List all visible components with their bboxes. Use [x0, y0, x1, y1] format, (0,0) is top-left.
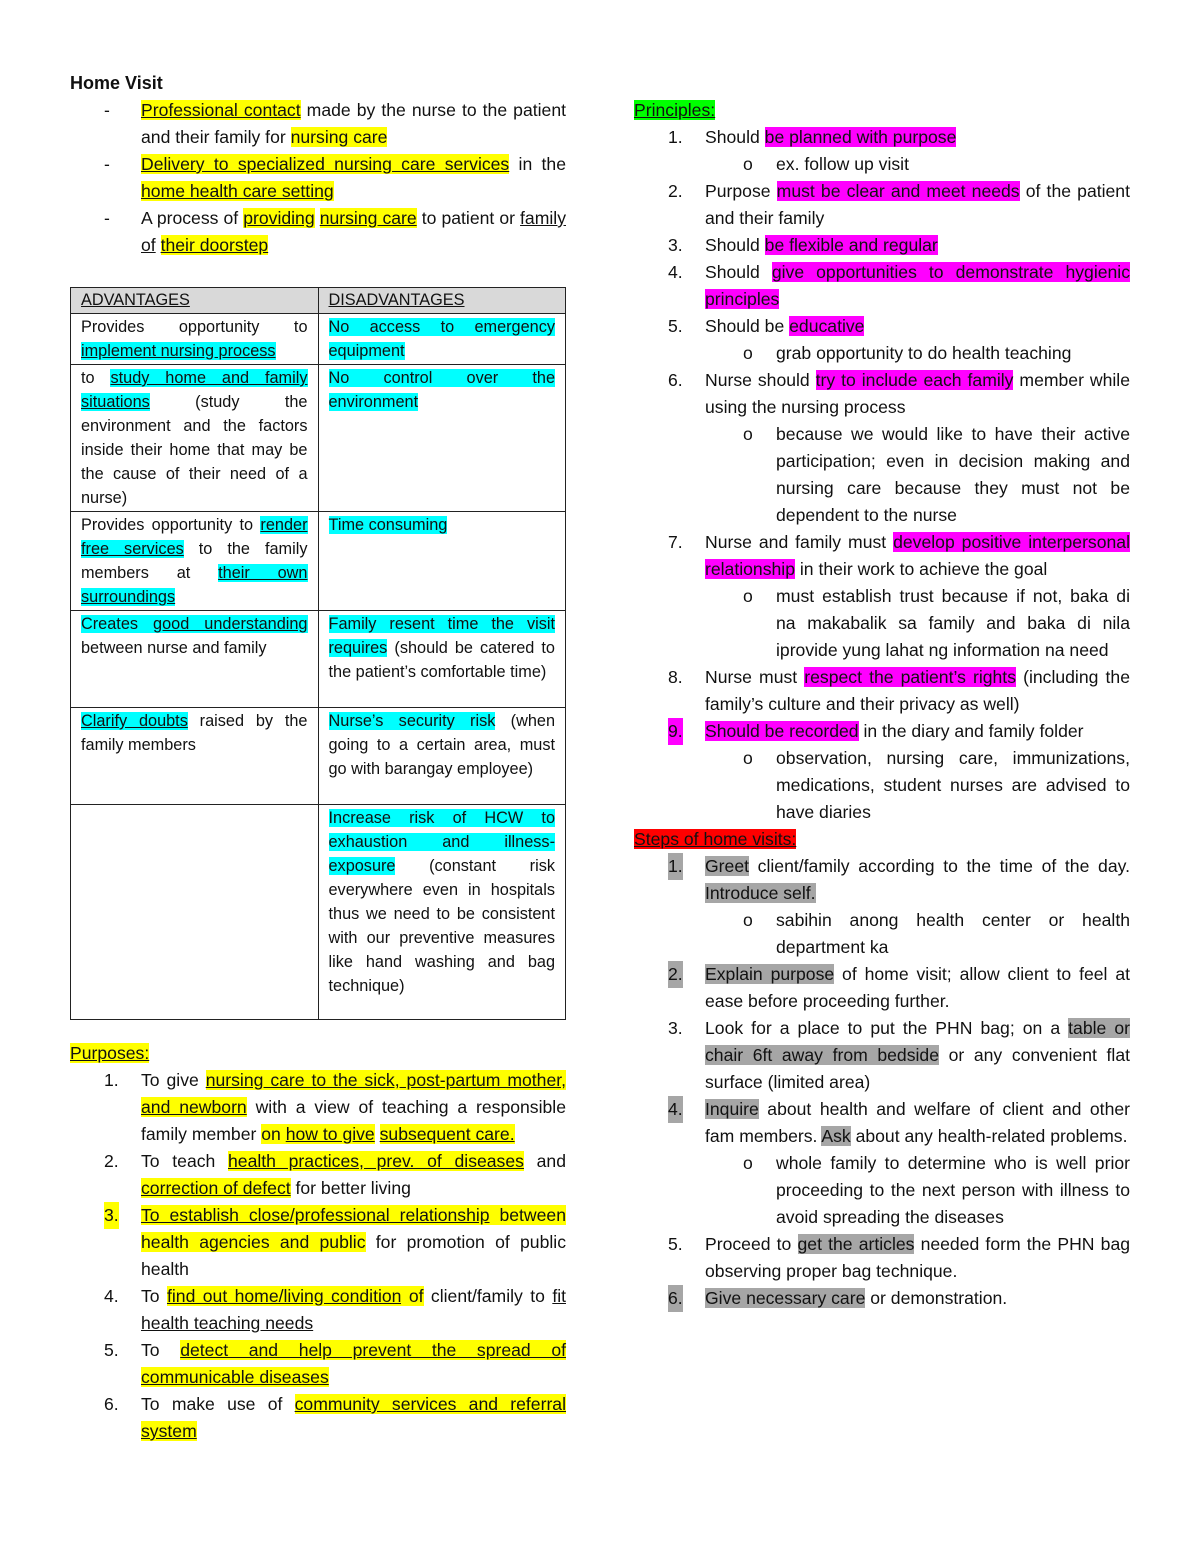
purpose-highlight: of [401, 1286, 424, 1306]
principle-text: Should [705, 235, 765, 255]
principle-highlight: must be clear and meet needs [776, 181, 1020, 201]
step-highlight: Explain purpose [705, 964, 835, 984]
step-highlight: Give necessary care [705, 1288, 866, 1308]
step-number: 3. [668, 1018, 683, 1038]
principle-item [634, 664, 1130, 718]
principle-text: member while using the nursing process [705, 370, 1130, 417]
step-highlight: Ask [821, 1126, 851, 1146]
disadvantage-text: (when going to a certain area, must go with barangay employee) [328, 712, 555, 778]
definition-text: A process of [141, 208, 244, 228]
definition-text [156, 235, 161, 255]
principles-heading-label: Principles: [634, 100, 716, 120]
disadvantage-cell [318, 708, 566, 805]
advantage-highlight: their own surroundings [81, 564, 308, 606]
advantage-cell [71, 805, 319, 1020]
step-sub-text: sabihin anong health center or health department ka [776, 910, 1130, 957]
advantage-highlight: Creates [81, 615, 154, 633]
principle-text: Should [705, 127, 765, 147]
table-row [71, 365, 566, 512]
step-item [634, 1285, 1130, 1312]
disadvantages-header-label: DISADVANTAGES [328, 291, 465, 309]
principle-number: 2. [668, 181, 683, 201]
step-subitem [634, 1150, 1130, 1231]
advantage-text: (study the environment and the factors inside their home that may be the cause of their need of a nurse) [81, 393, 308, 507]
definition-highlight: nursing care [290, 127, 388, 147]
purpose-highlight: on [261, 1124, 286, 1144]
step-highlight: Greet [705, 856, 750, 876]
steps-heading-label: Steps of home visits: [634, 829, 797, 849]
principle-text: Nurse should [705, 370, 816, 390]
step-highlight: table or chair 6ft away from bedside [705, 1018, 1130, 1065]
purposes-heading-label: Purposes: [70, 1043, 150, 1063]
steps-heading [634, 826, 1130, 853]
advantage-text: Provides opportunity to [81, 516, 261, 534]
disadvantage-highlight: Family resent time the visit requires [328, 615, 555, 657]
purpose-text: for better living [290, 1178, 411, 1198]
circle-bullet: o [743, 586, 753, 606]
principle-text: Should be [705, 316, 790, 336]
definition-highlight: nursing care [319, 208, 417, 228]
principle-number: 8. [668, 667, 683, 687]
principle-sub-text: must establish trust because if not, baka di na makabalik sa family and baka di nila iprovide yung lahat ng information na need [776, 586, 1130, 660]
purpose-text: To make use of [141, 1394, 295, 1414]
step-subitem [634, 907, 1130, 961]
step-text: Look for a place to put the PHN bag; on a [705, 1018, 1069, 1038]
purpose-item [70, 1202, 566, 1283]
definition-highlight: their doorstep [160, 235, 269, 255]
principle-sub-text: ex. follow up visit [776, 154, 909, 174]
principle-subitem [634, 421, 1130, 529]
purpose-item [70, 1283, 566, 1337]
step-text: or demonstration. [865, 1288, 1008, 1308]
purpose-highlight: nursing care to the sick, post-partum mother, and newborn [141, 1070, 566, 1117]
purpose-highlight: correction of defect [141, 1178, 291, 1198]
advantage-highlight: implement nursing process [81, 342, 276, 360]
principle-text: Nurse must [705, 667, 805, 687]
principle-subitem [634, 340, 1130, 367]
step-number: 5. [668, 1234, 683, 1254]
principle-highlight: be planned with purpose [764, 127, 957, 147]
principle-highlight: respect the patient’s rights [804, 667, 1016, 687]
purpose-number: 5. [104, 1340, 119, 1360]
principle-highlight: educative [789, 316, 865, 336]
circle-bullet: o [743, 910, 753, 930]
table-row [71, 708, 566, 805]
purpose-text: To [141, 1340, 181, 1360]
purpose-number: 6. [104, 1394, 119, 1414]
purpose-highlight: between health agencies and public [141, 1205, 566, 1252]
definition-highlight: providing [243, 208, 315, 228]
principle-highlight: give opportunities to demonstrate hygienic principles [705, 262, 1131, 309]
disadvantage-text: (should be catered to the patient’s comfortable time) [328, 639, 555, 681]
disadvantage-highlight: Increase risk of HCW to exhaustion and illness-exposure [328, 809, 555, 875]
advantage-highlight: render free services [81, 516, 308, 558]
principle-text: Nurse and family must [705, 532, 894, 552]
table-row [71, 512, 566, 611]
disadvantage-cell [318, 314, 566, 365]
advantages-header [71, 288, 319, 314]
step-sub-text: whole family to determine who is well prior proceeding to the next person with illness to avoid spreading the diseases [776, 1153, 1130, 1227]
step-text: about health and welfare of client and other fam members. [705, 1099, 1130, 1146]
purpose-text: for promotion of public health [141, 1232, 566, 1279]
principle-item [634, 529, 1130, 583]
principle-number: 6. [668, 370, 683, 390]
purpose-text: with a view of teaching a responsible family member [141, 1097, 566, 1144]
purpose-highlight: community services and referral system [141, 1394, 566, 1441]
principle-number: 4. [668, 262, 683, 282]
principle-number: 7. [668, 532, 683, 552]
principle-subitem [634, 745, 1130, 826]
step-number: 4. [668, 1096, 683, 1123]
disadvantage-cell [318, 365, 566, 512]
advantage-text: Provides opportunity to [81, 318, 308, 336]
disadvantage-highlight: Nurse’s security risk [328, 712, 496, 730]
definition-text: to patient or [416, 208, 521, 228]
definition-text [315, 208, 320, 228]
circle-bullet: o [743, 1153, 753, 1173]
principle-item [634, 232, 1130, 259]
step-highlight: Inquire [705, 1099, 759, 1119]
purpose-item [70, 1067, 566, 1148]
advantages-table [70, 287, 566, 1020]
steps-list [634, 853, 1130, 1312]
purpose-text: client/family to [423, 1286, 553, 1306]
principle-item [634, 313, 1130, 340]
step-number: 2. [668, 961, 683, 988]
disadvantage-highlight: Time consuming [328, 516, 448, 534]
purpose-text: To give [141, 1070, 206, 1090]
advantage-highlight: Clarify doubts [81, 712, 188, 730]
circle-bullet: o [743, 748, 753, 768]
purpose-text: To [141, 1286, 167, 1306]
page-title: Home Visit [70, 73, 163, 93]
principle-subitem [634, 151, 1130, 178]
step-highlight: Introduce self. [705, 883, 816, 903]
step-text: or any convenient flat surface (limited area) [705, 1045, 1130, 1092]
principle-sub-text: because we would like to have their active participation; even in decision making and nursing care because they must not be dependent to the nurse [776, 424, 1130, 525]
principle-text: of the patient and their family [705, 181, 1130, 228]
principle-highlight: develop positive interpersonal relationship [705, 532, 1130, 579]
principle-number: 5. [668, 316, 683, 336]
purpose-highlight: detect and help prevent the spread of communicable diseases [141, 1340, 566, 1387]
purpose-highlight: subsequent care. [379, 1124, 515, 1144]
principle-number: 3. [668, 235, 683, 255]
principle-highlight: be flexible and regular [764, 235, 938, 255]
disadvantage-cell [318, 512, 566, 611]
step-item [634, 1015, 1130, 1096]
disadvantages-header [318, 288, 566, 314]
principles-heading [634, 97, 1130, 124]
principle-text: in their work to achieve the goal [794, 559, 1048, 579]
purpose-number: 4. [104, 1286, 119, 1306]
purpose-text: and [523, 1151, 566, 1171]
purpose-highlight: how to give [285, 1124, 375, 1144]
right-column [634, 97, 1130, 1312]
purpose-text [375, 1124, 380, 1144]
advantage-cell [71, 314, 319, 365]
table-header-row [71, 288, 566, 314]
table-row [71, 611, 566, 708]
advantage-cell [71, 365, 319, 512]
purpose-item [70, 1337, 566, 1391]
step-number: 6. [668, 1285, 683, 1312]
principle-text: in the diary and family folder [858, 721, 1084, 741]
purpose-number: 3. [104, 1202, 119, 1229]
disadvantage-highlight: No control over the environment [328, 369, 555, 411]
principle-sub-text: grab opportunity to do health teaching [776, 343, 1072, 363]
step-highlight: get the articles [797, 1234, 915, 1254]
advantage-cell [71, 512, 319, 611]
left-column [70, 70, 567, 1441]
principle-highlight: try to include each family [815, 370, 1014, 390]
advantage-text: between nurse and family [81, 639, 267, 657]
definition-item [70, 151, 566, 205]
principle-subitem [634, 583, 1130, 664]
step-text: client/family according to the time of the day. [749, 856, 1130, 876]
table-row [71, 805, 566, 1020]
advantage-highlight: good understanding [153, 615, 308, 633]
principle-highlight: Should be recorded [705, 721, 859, 741]
step-text: needed form the PHN bag observing proper bag technique. [705, 1234, 1131, 1281]
advantages-header-label: ADVANTAGES [81, 291, 190, 309]
dash-bullet: - [104, 154, 110, 174]
step-item [634, 1096, 1130, 1150]
purpose-highlight: health practices, prev. of diseases [228, 1151, 524, 1171]
principle-text: Should [705, 262, 772, 282]
purpose-item [70, 1148, 566, 1202]
step-text: of home visit; allow client to feel at ease before proceeding further. [705, 964, 1130, 1011]
purposes-section [70, 1040, 566, 1445]
principle-item [634, 178, 1130, 232]
purpose-highlight: To establish close/professional relationship [141, 1205, 490, 1225]
purpose-item [70, 1391, 566, 1445]
principle-item [634, 367, 1130, 421]
circle-bullet: o [743, 343, 753, 363]
advantage-text: raised by the family members [81, 712, 308, 754]
advantage-text: to the family members at [81, 540, 308, 582]
definition-highlight: home health care setting [141, 181, 334, 201]
definition-text: in the [509, 154, 566, 174]
definition-item [70, 97, 566, 151]
advantage-highlight: study home and family situations [81, 369, 308, 411]
step-item [634, 961, 1130, 1015]
principle-item [634, 259, 1130, 313]
step-text: Proceed to [705, 1234, 798, 1254]
definition-list [70, 97, 566, 259]
advantage-cell [71, 611, 319, 708]
purpose-text: To teach [141, 1151, 229, 1171]
principle-item [634, 124, 1130, 151]
definition-text: family of [141, 208, 566, 255]
disadvantage-cell [318, 611, 566, 708]
definition-highlight: Professional contact [141, 100, 301, 120]
purpose-text: fit [552, 1286, 566, 1306]
purpose-text: health teaching needs [141, 1313, 314, 1333]
purpose-number: 2. [104, 1151, 119, 1171]
purposes-heading [70, 1040, 566, 1067]
disadvantage-highlight: No access to emergency equipment [328, 318, 555, 360]
purpose-number: 1. [104, 1070, 119, 1090]
principle-text: (including the family’s culture and their privacy as well) [705, 667, 1130, 714]
purposes-list [70, 1067, 566, 1445]
principle-number: 9. [668, 718, 683, 745]
step-item [634, 1231, 1130, 1285]
dash-bullet: - [104, 208, 110, 228]
advantages-table-body [71, 288, 566, 1020]
step-item [634, 853, 1130, 907]
table-row [71, 314, 566, 365]
principle-sub-text: observation, nursing care, immunizations, medications, student nurses are advised to have diaries [776, 748, 1130, 822]
circle-bullet: o [743, 154, 753, 174]
advantage-text: to [81, 369, 111, 387]
step-number: 1. [668, 853, 683, 880]
purpose-highlight: find out home/living condition [166, 1286, 402, 1306]
principle-number: 1. [668, 127, 683, 147]
definition-highlight: Delivery to specialized nursing care services [141, 154, 510, 174]
disadvantage-cell [318, 805, 566, 1020]
dash-bullet: - [104, 100, 110, 120]
step-text: about any health-related problems. [850, 1126, 1128, 1146]
circle-bullet: o [743, 424, 753, 444]
disadvantage-text: (constant risk everywhere even in hospitals thus we need to be consistent with our preventive measures like hand washing and bag technique) [328, 857, 555, 995]
principle-text: Purpose [705, 181, 777, 201]
advantage-cell [71, 708, 319, 805]
definition-text: made by the nurse to the patient and their family for [141, 100, 567, 147]
principles-list [634, 124, 1130, 826]
definition-item [70, 205, 566, 259]
principle-item [634, 718, 1130, 745]
